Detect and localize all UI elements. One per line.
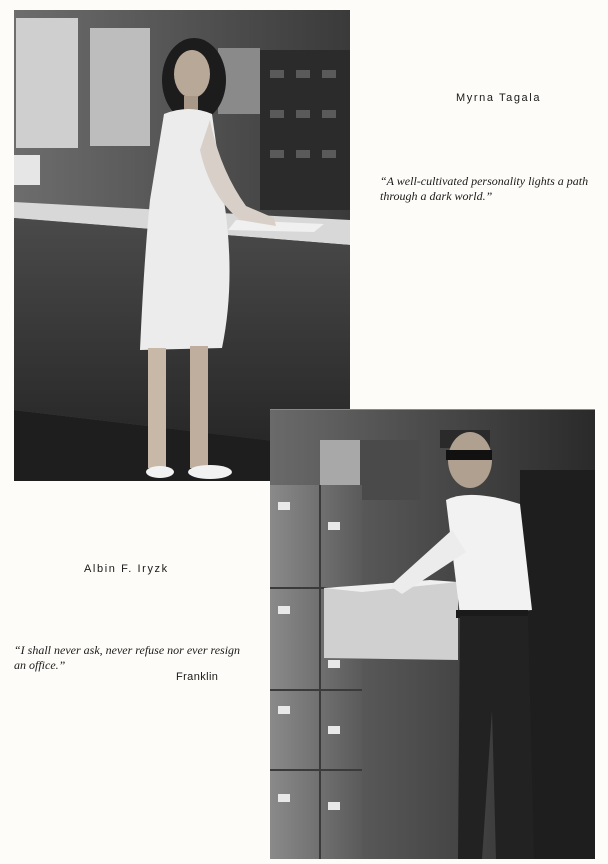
student-name: Myrna Tagala bbox=[456, 92, 542, 104]
quote-line: through a dark world.” bbox=[380, 189, 493, 203]
student-name: Albin F. Iryzk bbox=[84, 563, 169, 575]
quote-line: an office.” bbox=[14, 658, 66, 672]
man-at-file-cabinet-photo bbox=[270, 409, 595, 859]
quote-line: “A well-cultivated personality lights a path bbox=[380, 174, 589, 188]
quote-line: “I shall never ask, never refuse nor ever resign bbox=[14, 643, 241, 657]
quote-attribution: Franklin bbox=[176, 671, 219, 683]
